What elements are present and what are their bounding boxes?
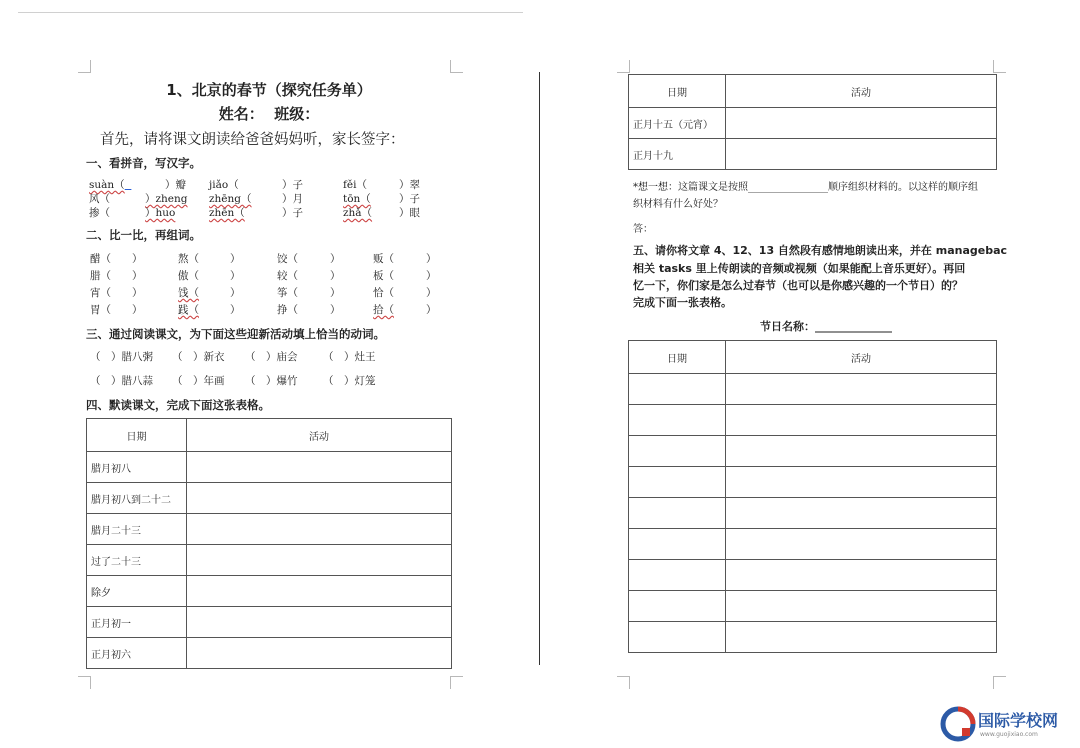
s1-row [89,177,439,191]
header-date: 日期 [629,341,726,374]
activity-cell[interactable] [726,139,997,170]
s2-cell: 恰（ [373,287,394,299]
think-question-line1: *想一想：这篇课文是按照________________顺序组织材料的。以这样的顺序组 [633,182,978,193]
watermark-url: www.guojixiao.com [980,731,1038,738]
crop-mark [617,676,630,689]
s2-row [90,268,440,282]
watermark-logo-icon [940,706,976,742]
s2-cell: 挣（ [277,304,298,316]
activity-cell[interactable] [726,529,997,560]
s1-cell: ）瓣 [165,179,186,191]
think-question-line2: 织材料有什么好处？ [633,199,723,210]
table-row [629,529,997,560]
header-date: 日期 [87,419,187,452]
s1-cell: ）翠 [399,179,420,191]
s2-cell: ） [230,253,241,265]
s3-cell: （ ）灶王 [323,351,376,363]
s2-cell: 醋（ [90,253,111,265]
s2-cell: 拾（ [373,304,394,316]
activity-cell[interactable] [187,483,452,514]
s3-cell: （ ）爆竹 [245,375,298,387]
date-cell[interactable] [629,498,726,529]
s1-cell: ）zheng [145,193,188,205]
activity-cell[interactable] [726,405,997,436]
table-row [629,498,997,529]
date-cell[interactable] [629,467,726,498]
table-row [629,622,997,653]
s2-cell: 胃（ [90,304,111,316]
s2-cell: ） [132,270,143,282]
table-row [629,591,997,622]
s2-row [90,285,440,299]
festival-name-label: 节日名称：______________ [760,320,892,333]
s1-cell: zhǎ（ [343,207,373,219]
section5-line1: 五、请你将文章 4、12、13 自然段有感情地朗读出来，并在 managebac [633,244,1008,257]
table-row [629,108,997,139]
date-cell: 腊月二十三 [87,514,187,545]
s2-cell: 筝（ [277,287,298,299]
header-activity: 活动 [187,419,452,452]
s1-cell: 掺（ [89,207,110,219]
section5-line4: 完成下面一张表格。 [633,296,732,309]
activity-cell[interactable] [187,545,452,576]
s1-row [89,205,439,219]
date-cell[interactable] [629,374,726,405]
s1-cell: zhēng（ [209,193,252,205]
s1-cell: ）子 [282,179,303,191]
section3-heading: 三、通过阅读课文，为下面这些迎新活动填上恰当的动词。 [86,327,385,341]
s2-cell: ） [330,287,341,299]
activity-cell[interactable] [726,622,997,653]
intro-line: 首先，请将课文朗读给爸爸妈妈听，家长签字： [100,132,405,148]
table-row [87,545,452,576]
s1-cell: tōn（ [343,193,371,205]
s3-row [90,373,440,387]
crop-mark [450,60,463,73]
watermark [940,704,1076,744]
header-activity: 活动 [726,341,997,374]
s1-cell: ）眼 [399,207,420,219]
activity-cell[interactable] [187,452,452,483]
schedule-table-continued [628,74,997,170]
s2-cell: 贩（ [373,253,394,265]
crop-mark [993,676,1006,689]
page-divider [539,72,540,665]
schedule-table [86,418,452,669]
s2-cell: 板（ [373,270,394,282]
section5-line2: 相关 tasks 里上传朗读的音频或视频（如果能配上音乐更好）。再回 [633,262,966,275]
table-row [87,638,452,669]
date-cell[interactable] [629,405,726,436]
festival-table [628,340,997,653]
table-row [629,374,997,405]
table-row [629,405,997,436]
table-header-row [629,75,997,108]
answer-label: 答： [633,224,653,235]
header-activity: 活动 [726,75,997,108]
s1-cell: jiǎo（ [209,179,239,191]
s2-cell: ） [230,287,241,299]
s2-cell: ） [426,270,437,282]
s2-cell: 宵（ [90,287,111,299]
table-row [629,467,997,498]
s1-cell: zhēn（ [209,207,245,219]
section2-heading: 二、比一比，再组词。 [86,228,201,242]
date-cell: 过了二十三 [87,545,187,576]
activity-cell[interactable] [726,374,997,405]
table-row [87,607,452,638]
s1-cell: ）子 [282,207,303,219]
date-cell: 正月初一 [87,607,187,638]
s2-cell: 熬（ [178,253,199,265]
s3-cell: （ ）年画 [172,375,225,387]
s2-cell: 饺（ [277,253,298,265]
activity-cell[interactable] [726,436,997,467]
s2-cell: ） [330,270,341,282]
name-class-line: 姓名： 班级： [218,105,320,123]
activity-cell[interactable] [726,560,997,591]
s2-cell: ） [132,304,143,316]
s3-row [90,349,440,363]
s1-cell: ）月 [282,193,303,205]
header-date: 日期 [629,75,726,108]
s2-cell: 饯（ [178,287,199,299]
table-row [629,560,997,591]
section1-heading: 一、看拼音，写汉字。 [86,156,201,170]
s2-cell: 践（ [178,304,199,316]
activity-cell[interactable] [187,576,452,607]
table-row [87,514,452,545]
date-cell[interactable] [629,529,726,560]
s2-cell: ） [230,270,241,282]
s2-cell: ） [132,253,143,265]
activity-cell[interactable] [187,638,452,669]
crop-mark [78,60,91,73]
date-cell[interactable] [629,436,726,467]
activity-cell[interactable] [726,498,997,529]
section4-heading: 四、默读课文，完成下面这张表格。 [86,398,270,412]
section5-line3: 忆一下，你们家是怎么过春节（也可以是你感兴趣的一个节日）的？ [633,279,963,292]
date-cell: 正月十九 [629,139,726,170]
crop-mark [617,60,630,73]
date-cell: 腊月初八到二十二 [87,483,187,514]
activity-cell[interactable] [726,108,997,139]
page-title: 1、北京的春节（探究任务单） [166,81,372,99]
table-row [629,139,997,170]
s2-row [90,251,440,265]
crop-mark [993,60,1006,73]
s2-cell: 傲（ [178,270,199,282]
table-row [87,452,452,483]
top-rule [18,12,523,13]
s2-cell: ） [132,287,143,299]
date-cell: 正月十五（元宵） [629,108,726,139]
s2-cell: ） [330,304,341,316]
crop-mark [78,676,91,689]
s1-cell: ）子 [399,193,420,205]
activity-cell[interactable] [187,607,452,638]
s2-cell: ） [230,304,241,316]
s3-cell: （ ）腊八粥 [90,351,153,363]
s2-cell: ） [426,304,437,316]
activity-cell[interactable] [726,591,997,622]
s3-cell: （ ）新衣 [172,351,225,363]
date-cell: 腊月初八 [87,452,187,483]
date-cell: 除夕 [87,576,187,607]
date-cell[interactable] [629,622,726,653]
s2-cell: ） [426,253,437,265]
activity-cell[interactable] [187,514,452,545]
date-cell[interactable] [629,591,726,622]
s2-cell: 腊（ [90,270,111,282]
s3-cell: （ ）庙会 [245,351,298,363]
s1-cell: ）huo [145,207,176,219]
s1-cell: suàn（ [89,179,125,191]
crop-mark [450,676,463,689]
s1-cell: fěi（ [343,179,367,191]
table-header-row [629,341,997,374]
s2-row [90,302,440,316]
table-row [87,576,452,607]
s2-cell: 较（ [277,270,298,282]
s1-row [89,191,439,205]
s1-cell: 风（ [89,193,110,205]
s3-cell: （ ）腊八蒜 [90,375,153,387]
date-cell: 正月初六 [87,638,187,669]
date-cell[interactable] [629,560,726,591]
table-row [629,436,997,467]
table-header-row [87,419,452,452]
activity-cell[interactable] [726,467,997,498]
table-row [87,483,452,514]
s2-cell: ） [426,287,437,299]
s2-cell: ） [330,253,341,265]
watermark-name: 国际学校网 [978,711,1059,730]
s3-cell: （ ）灯笼 [323,375,376,387]
